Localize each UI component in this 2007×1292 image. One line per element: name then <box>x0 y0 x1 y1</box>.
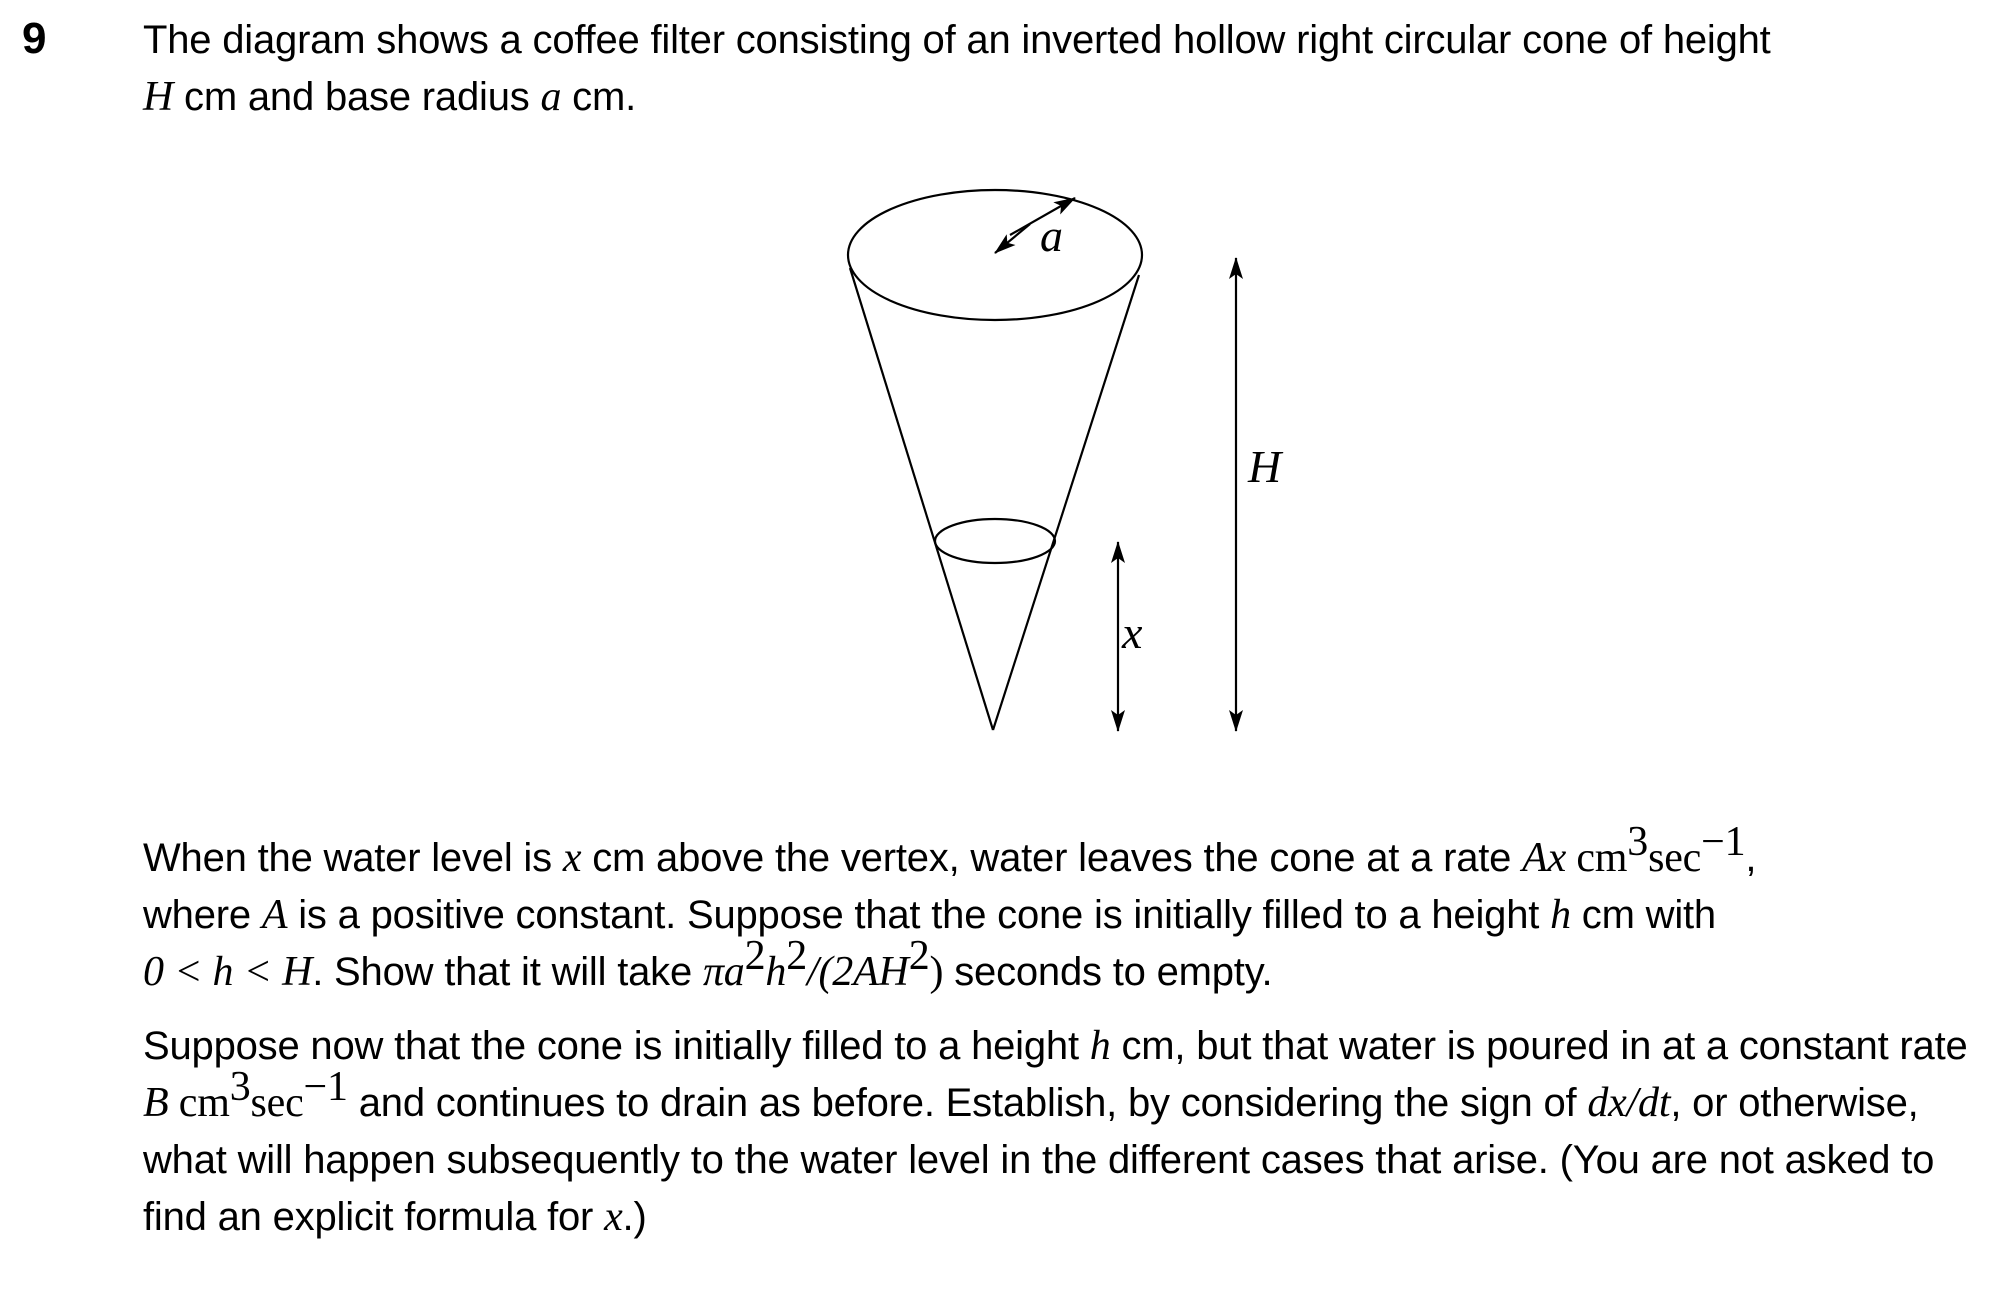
p2-text: , or otherwise, what will happen subsequently to the water level in the different cases that arise. (You are not asked to find an explicit formula for <box>143 1081 1935 1239</box>
var-x: x <box>604 1194 623 1240</box>
formula-part: /(2AH <box>807 949 909 995</box>
p1-text: cm with <box>1570 893 1716 937</box>
intro-text-2: cm and base radius <box>173 75 541 119</box>
question-number: 9 <box>22 14 47 63</box>
derivative: dx/dt <box>1587 1080 1671 1126</box>
unit-cm: cm <box>168 1080 230 1126</box>
unit-cm: cm <box>1566 835 1628 881</box>
p2-text: and continues to drain as before. Establish, by considering the sign of <box>347 1081 1588 1125</box>
formula-part: ) <box>929 949 944 995</box>
formula-exponent: 2 <box>786 933 808 979</box>
p1-text: where <box>143 893 262 937</box>
unit-sec-exponent: −1 <box>303 1064 348 1110</box>
formula-exponent: 2 <box>744 933 766 979</box>
cone-rim <box>848 190 1142 320</box>
unit-cm-exponent: 3 <box>229 1064 251 1110</box>
cone-side-left <box>850 268 993 730</box>
label-water: x <box>1122 607 1143 658</box>
p1-text: When the water level is <box>143 836 563 880</box>
intro-text: The diagram shows a coffee filter consisting of an inverted hollow right circular cone of height <box>143 18 1771 62</box>
paragraph-1 <box>143 819 1983 1001</box>
inequality: 0 < h < H <box>143 949 313 995</box>
label-radius: a <box>1040 210 1063 261</box>
formula-part: h <box>765 949 787 995</box>
var-h: h <box>1089 1023 1111 1069</box>
p2-text: Suppose now that the cone is initially filled to a height <box>143 1024 1090 1068</box>
var-H: H <box>143 74 174 120</box>
unit-sec: sec <box>250 1080 304 1126</box>
var-B: B <box>143 1080 169 1126</box>
intro-text-3: cm. <box>561 75 637 119</box>
rate-expression: Ax <box>1522 835 1567 881</box>
p1-text: , <box>1745 836 1757 880</box>
formula-part: πa <box>702 949 745 995</box>
paragraph-2 <box>143 1018 1983 1246</box>
formula-exponent: 2 <box>908 933 930 979</box>
p2-text: .) <box>622 1195 647 1239</box>
var-h: h <box>1550 892 1571 938</box>
p2-text: cm, but that water is poured in at a constant rate <box>1110 1024 1968 1068</box>
unit-sec: sec <box>1648 835 1702 881</box>
unit-cm-exponent: 3 <box>1627 819 1649 865</box>
p1-text: cm above the vertex, water leaves the cone at a rate <box>581 836 1523 880</box>
var-x: x <box>562 835 582 881</box>
water-surface <box>935 519 1055 563</box>
radius-arrow-back <box>995 224 1030 253</box>
unit-sec-exponent: −1 <box>1701 819 1746 865</box>
p1-text: is a positive constant. Suppose that the cone is initially filled to a height <box>287 893 1551 937</box>
p1-text: seconds to empty. <box>943 950 1273 994</box>
var-A: A <box>261 892 288 938</box>
var-a: a <box>540 74 562 120</box>
label-height: H <box>1248 441 1282 492</box>
p1-text: . Show that it will take <box>312 950 703 994</box>
